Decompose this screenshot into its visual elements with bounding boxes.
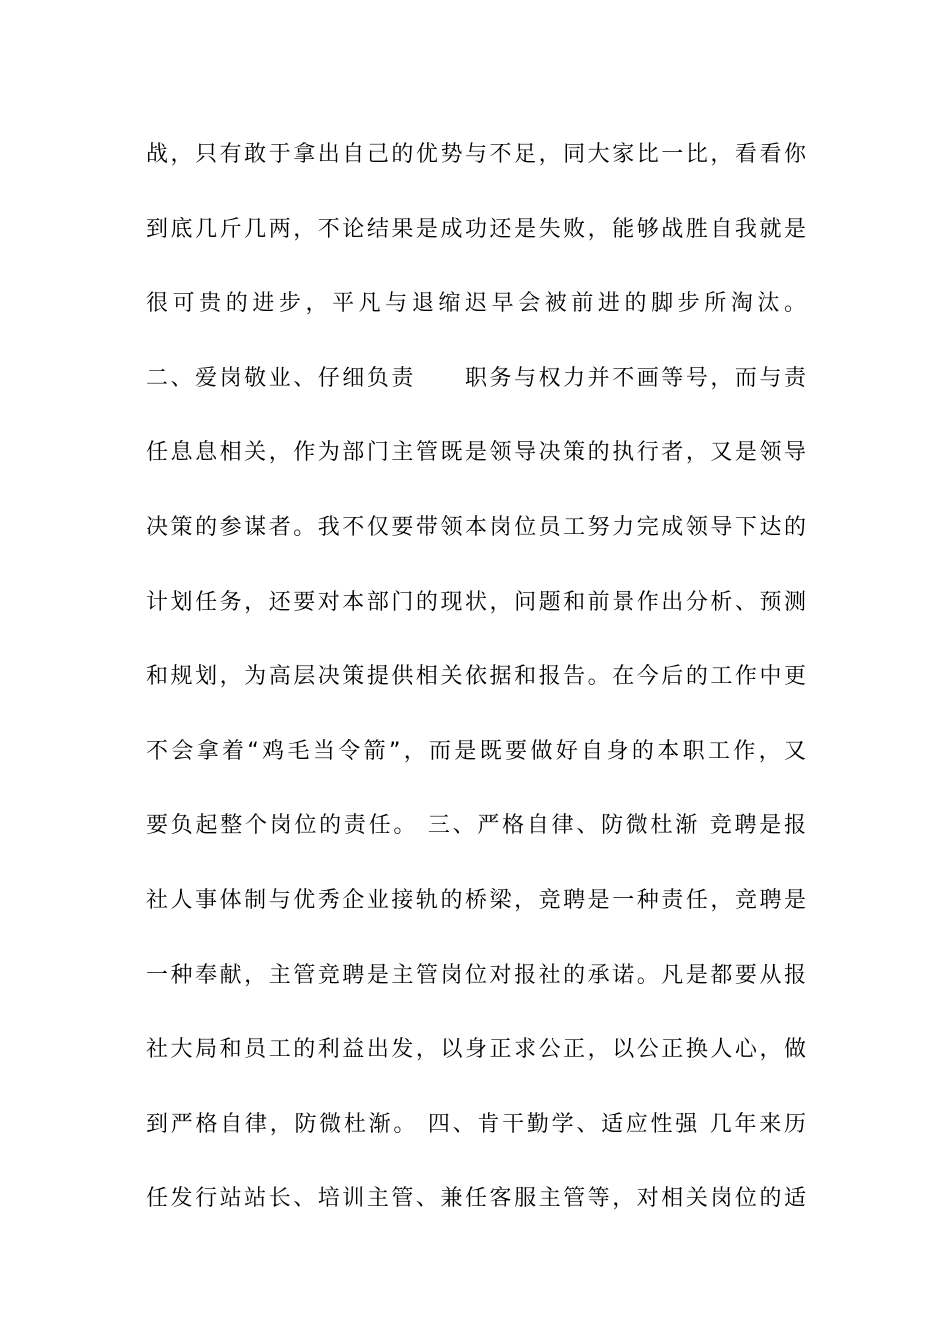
text-line: 二、爱岗敬业、仔细负责 职务与权力并不画等号，而与责 <box>146 365 806 391</box>
text-line: 不会拿着“鸡毛当令箭”，而是既要做好自身的本职工作，又 <box>146 738 806 764</box>
text-line: 任息息相关，作为部门主管既是领导决策的执行者，又是领导 <box>146 440 806 466</box>
text-line: 计划任务，还要对本部门的现状，问题和前景作出分析、预测 <box>146 589 806 615</box>
text-line: 战，只有敢于拿出自己的优势与不足，同大家比一比，看看你 <box>146 142 806 167</box>
text-line: 任发行站站长、培训主管、兼任客服主管等，对相关岗位的适 <box>146 1186 806 1212</box>
text-line: 决策的参谋者。我不仅要带领本岗位员工努力完成领导下达的 <box>146 514 806 540</box>
text-line: 社大局和员工的利益出发，以身正求公正，以公正换人心，做 <box>146 1037 806 1063</box>
text-line: 很可贵的进步，平凡与退缩迟早会被前进的脚步所淘汰。 <box>146 291 806 317</box>
text-line: 和规划，为高层决策提供相关依据和报告。在今后的工作中更 <box>146 664 806 690</box>
text-line: 到严格自律，防微杜渐。 四、肯干勤学、适应性强 几年来历 <box>146 1111 806 1137</box>
text-line: 要负起整个岗位的责任。 三、严格自律、防微杜渐 竞聘是报 <box>146 813 806 839</box>
body-text <box>146 128 806 1247</box>
text-line: 到底几斤几两，不论结果是成功还是失败，能够战胜自我就是 <box>146 216 806 242</box>
text-line: 一种奉献，主管竞聘是主管岗位对报社的承诺。凡是都要从报 <box>146 962 806 988</box>
text-line: 社人事体制与优秀企业接轨的桥梁，竞聘是一种责任，竞聘是 <box>146 887 806 913</box>
